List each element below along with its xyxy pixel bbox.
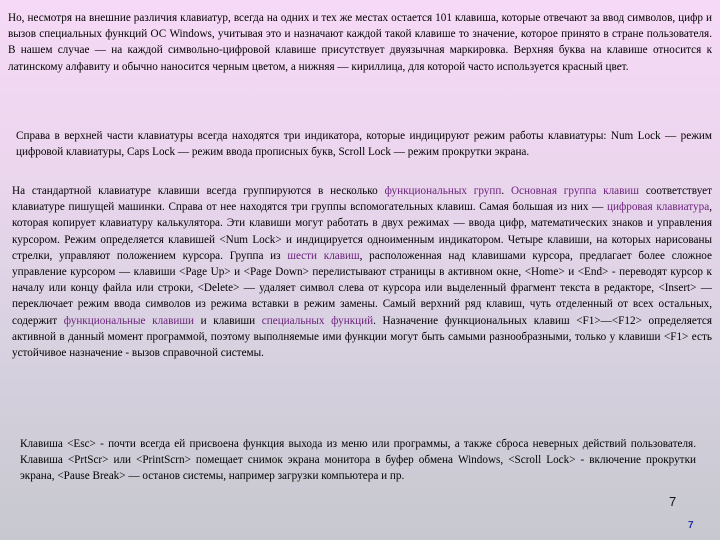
text-run: На стандартной клавиатуре клавиши всегда группируются в несколько	[12, 185, 385, 197]
text-run: Клавиша <Esc> - почти всегда ей присвоена функция выхода из меню или программы, а также сброса неверных действий пользователя. Клавиша <PrtScr> или <PrintScrn> помещает снимок экрана монитора в буфер обмена Windows, <Scroll Lock> - включение прокрутки экрана, <Pause Break> — останов системы, например загрузки компьютера и пр.	[20, 438, 696, 483]
highlighted-term: Основная группа клавиш	[510, 185, 640, 197]
text-run: , расположенная над клавишами курсора, предлагает более сложное управление курсором — клавиши <Page Up> и <Page Down> перелистывают страницы в активном окне, <Home> и <End> - переводят курсор к началу или концу файла или строки, <Delete> — удаляет символ слева от курсора или выделенный фрагмент текста в редакторе, <Insert> — переключает режим ввода символов из режима вставки в режим замены. Самый верхний ряд клавиш, чуть отделенный от всех остальных, содержит	[12, 249, 712, 327]
highlighted-term: функциональных групп	[384, 185, 502, 197]
paragraph-key-groups	[12, 183, 712, 361]
text-run: Но, несмотря на внешние различия клавиатур, всегда на одних и тех же местах остается 101 клавиша, которые отвечают за ввод символов, цифр и вызов специальных функций ОС Windows, учитывая это и назначают каждой такой клавише то значение, которое принято в стране пользователя. В нашем случае — на каждой символьно-цифровой клавише присутствует двуязычная маркировка. Верхняя буква на клавише относится к латинскому алфавиту и обычно наносится черным цветом, а нижняя — кириллица, для которой часто используется красный цвет.	[8, 12, 712, 73]
paragraph-indicators	[16, 128, 712, 160]
page-number: 7	[669, 494, 677, 509]
page-number-corner: 7	[688, 520, 694, 531]
text-run: и клавиши	[194, 314, 262, 327]
text-run: . Назначение функциональных клавиш <F1>—<F12> определяется активной в данный момент программой, поэтому выполняемые ими функции могут быть самыми разнообразными, только у клавиши <F1> есть устойчивое назначение - вызов справочной системы.	[12, 314, 712, 360]
paragraph-special-keys	[20, 436, 696, 485]
text-run: соответствует клавиатуре пишущей машинки. Справа от нее находятся три группы вспомогательных клавиш. Самая большая из них —	[12, 185, 712, 214]
text-run: Справа в верхней части клавиатуры всегда находятся три индикатора, которые индицируют режим работы клавиатуры: Num Lock — режим цифровой клавиатуры, Caps Lock — режим ввода прописных букв, Scroll Lock — режим прокрутки экрана.	[16, 130, 712, 159]
paragraph-keyboard-layout	[8, 10, 712, 75]
text-run: , которая копирует клавиатуру калькулятора. Эти клавиши могут работать в двух режимах — ввода цифр, математических знаков и управления курсором. Режим определяется клавишей <Num Lock> и индицируется одноименным индикатором. Четыре клавиши, на которых нарисованы стрелки, управляют положением курсора. Группа из	[12, 201, 712, 262]
highlighted-term: специальных функций	[261, 314, 374, 327]
text-run: .	[501, 185, 511, 197]
highlighted-term: цифровая клавиатура	[607, 201, 710, 214]
highlighted-term: функциональные клавиши	[63, 314, 195, 327]
highlighted-term: шести клавиш	[287, 249, 360, 262]
